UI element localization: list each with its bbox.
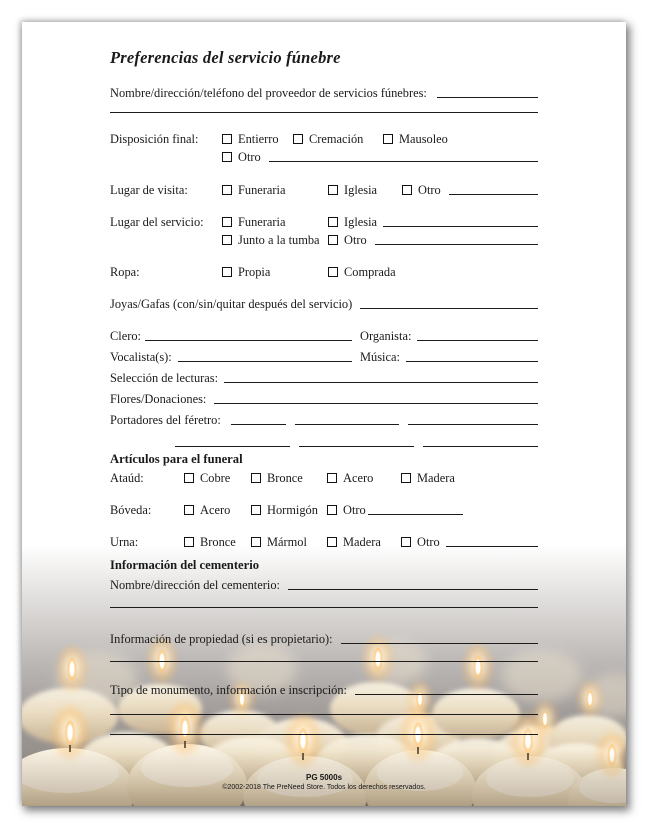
portadores-line-2[interactable] xyxy=(295,423,399,425)
option-ataud-madera-label: Madera xyxy=(417,471,455,485)
option-urna-marmol-label: Mármol xyxy=(267,535,307,549)
row-ropa xyxy=(110,262,538,280)
portadores-label: Portadores del féretro: xyxy=(110,413,221,427)
monumento-line-1[interactable] xyxy=(355,693,538,695)
vocalista-label: Vocalista(s): xyxy=(110,350,172,364)
row-disposicion-1 xyxy=(110,129,538,147)
vocalista-line[interactable] xyxy=(178,360,352,362)
row-visita xyxy=(110,180,538,198)
row-servicio-2 xyxy=(110,230,538,248)
option-urna-otro-label: Otro xyxy=(417,535,440,549)
page-title: Preferencias del servicio fúnebre xyxy=(110,48,341,67)
option-visita-funeraria-label: Funeraria xyxy=(238,183,286,197)
option-servicio-otro-label: Otro xyxy=(344,233,367,247)
clero-label: Clero: xyxy=(110,329,141,343)
row-portadores-1 xyxy=(110,407,538,428)
urna-otro-line[interactable] xyxy=(446,545,538,547)
option-otro-label: Otro xyxy=(238,150,261,164)
option-ataud-cobre-label: Cobre xyxy=(200,471,231,485)
organista-line[interactable] xyxy=(417,339,538,341)
checkbox-disposicion-otro[interactable] xyxy=(222,152,232,162)
option-boveda-acero-label: Acero xyxy=(200,503,231,517)
musica-label: Música: xyxy=(360,350,400,364)
checkbox-visita-otro[interactable] xyxy=(402,185,412,195)
ataud-label: Ataúd: xyxy=(110,471,144,485)
row-joyas xyxy=(110,294,538,312)
lecturas-line[interactable] xyxy=(224,381,538,383)
row-monumento xyxy=(110,678,538,698)
row-clero xyxy=(110,323,538,344)
option-ropa-propia-label: Propia xyxy=(238,265,271,279)
row-cementerio-nombre-line2 xyxy=(110,593,538,611)
row-flores xyxy=(110,386,538,407)
servicio-otro-line[interactable] xyxy=(375,243,538,245)
portadores-line-3[interactable] xyxy=(408,423,538,425)
row-lecturas xyxy=(110,365,538,386)
checkbox-servicio-iglesia[interactable] xyxy=(328,217,338,227)
monumento-line-3[interactable] xyxy=(110,733,538,735)
checkbox-boveda-otro[interactable] xyxy=(327,505,337,515)
row-proveedor xyxy=(110,83,538,101)
joyas-line[interactable] xyxy=(360,307,538,309)
checkbox-mausoleo[interactable] xyxy=(383,134,393,144)
option-boveda-hormigon-label: Hormigón xyxy=(267,503,318,517)
option-ataud-acero-label: Acero xyxy=(343,471,374,485)
portadores-line-4[interactable] xyxy=(175,445,290,447)
propiedad-label: Información de propiedad (si es propietario): xyxy=(110,632,333,646)
checkbox-servicio-funeraria[interactable] xyxy=(222,217,232,227)
option-urna-madera-label: Madera xyxy=(343,535,381,549)
row-monumento-line3 xyxy=(110,718,538,738)
servicio-iglesia-line[interactable] xyxy=(383,225,538,227)
checkbox-boveda-hormigon[interactable] xyxy=(251,505,261,515)
checkbox-visita-iglesia[interactable] xyxy=(328,185,338,195)
visita-otro-line[interactable] xyxy=(449,193,538,195)
row-propiedad-line2 xyxy=(110,647,538,665)
checkbox-entierro[interactable] xyxy=(222,134,232,144)
checkbox-ropa-propia[interactable] xyxy=(222,267,232,277)
portadores-line-5[interactable] xyxy=(299,445,414,447)
page-footer xyxy=(22,773,626,792)
servicio-label: Lugar del servicio: xyxy=(110,215,204,229)
checkbox-urna-marmol[interactable] xyxy=(251,537,261,547)
row-urna xyxy=(110,532,538,550)
option-visita-otro-label: Otro xyxy=(418,183,441,197)
checkbox-ataud-madera[interactable] xyxy=(401,473,411,483)
propiedad-line-2[interactable] xyxy=(110,660,538,662)
checkbox-urna-bronce[interactable] xyxy=(184,537,194,547)
flores-line[interactable] xyxy=(214,402,538,404)
row-disposicion-2 xyxy=(110,147,538,165)
option-servicio-iglesia-label: Iglesia xyxy=(344,215,378,229)
articulos-heading: Artículos para el funeral xyxy=(110,452,243,466)
row-monumento-line2 xyxy=(110,698,538,718)
option-cremacion-label: Cremación xyxy=(309,132,364,146)
disposicion-otro-line[interactable] xyxy=(269,160,538,162)
option-visita-iglesia-label: Iglesia xyxy=(344,183,378,197)
checkbox-ataud-cobre[interactable] xyxy=(184,473,194,483)
option-servicio-funeraria-label: Funeraria xyxy=(238,215,286,229)
visita-label: Lugar de visita: xyxy=(110,183,188,197)
boveda-label: Bóveda: xyxy=(110,503,152,517)
portadores-line-6[interactable] xyxy=(423,445,538,447)
row-propiedad xyxy=(110,627,538,647)
row-cementerio-nombre xyxy=(110,573,538,593)
proveedor-line-1[interactable] xyxy=(437,96,538,98)
disposicion-label: Disposición final: xyxy=(110,132,199,146)
proveedor-label: Nombre/dirección/teléfono del proveedor de servicios fúnebres: xyxy=(110,86,427,100)
option-boveda-otro-label: Otro xyxy=(343,503,366,517)
copyright-text: ©2002-2018 The PreNeed Store. Todos los derechos reservados. xyxy=(222,784,426,791)
form-code: PG 5000s xyxy=(305,773,343,782)
cementerio-nombre-label: Nombre/dirección del cementerio: xyxy=(110,578,280,592)
option-mausoleo-label: Mausoleo xyxy=(399,132,448,146)
joyas-label: Joyas/Gafas (con/sin/quitar después del servicio) xyxy=(110,297,353,311)
proveedor-line-2[interactable] xyxy=(110,111,538,113)
monumento-label: Tipo de monumento, información e inscripción: xyxy=(110,683,347,697)
row-portadores-2 xyxy=(110,428,538,450)
checkbox-urna-madera[interactable] xyxy=(327,537,337,547)
lecturas-label: Selección de lecturas: xyxy=(110,371,219,385)
monumento-line-2[interactable] xyxy=(110,713,538,715)
checkbox-ataud-bronce[interactable] xyxy=(251,473,261,483)
form-page xyxy=(22,22,626,806)
propiedad-line-1[interactable] xyxy=(341,642,538,644)
organista-label: Organista: xyxy=(360,329,412,343)
row-ataud xyxy=(110,468,538,486)
checkbox-cremacion[interactable] xyxy=(293,134,303,144)
option-ataud-bronce-label: Bronce xyxy=(267,471,303,485)
urna-label: Urna: xyxy=(110,535,139,549)
row-vocalista xyxy=(110,344,538,365)
portadores-line-1[interactable] xyxy=(231,423,286,425)
ropa-label: Ropa: xyxy=(110,265,140,279)
option-urna-bronce-label: Bronce xyxy=(200,535,236,549)
row-proveedor-line2 xyxy=(110,101,538,116)
checkbox-ropa-comprada[interactable] xyxy=(328,267,338,277)
checkbox-ataud-acero[interactable] xyxy=(327,473,337,483)
checkbox-urna-otro[interactable] xyxy=(401,537,411,547)
row-boveda xyxy=(110,500,538,518)
flores-label: Flores/Donaciones: xyxy=(110,392,207,406)
row-servicio-1 xyxy=(110,212,538,230)
clero-line[interactable] xyxy=(145,339,352,341)
cementerio-nombre-line-2[interactable] xyxy=(110,606,538,608)
form-content xyxy=(22,22,626,806)
option-ropa-comprada-label: Comprada xyxy=(344,265,396,279)
option-servicio-tumba-label: Junto a la tumba xyxy=(238,233,320,247)
checkbox-servicio-tumba[interactable] xyxy=(222,235,232,245)
option-entierro-label: Entierro xyxy=(238,132,279,146)
boveda-otro-line[interactable] xyxy=(368,513,463,515)
cementerio-heading: Información del cementerio xyxy=(110,558,259,572)
checkbox-servicio-otro[interactable] xyxy=(328,235,338,245)
musica-line[interactable] xyxy=(406,360,538,362)
checkbox-boveda-acero[interactable] xyxy=(184,505,194,515)
checkbox-visita-funeraria[interactable] xyxy=(222,185,232,195)
cementerio-nombre-line-1[interactable] xyxy=(288,588,538,590)
